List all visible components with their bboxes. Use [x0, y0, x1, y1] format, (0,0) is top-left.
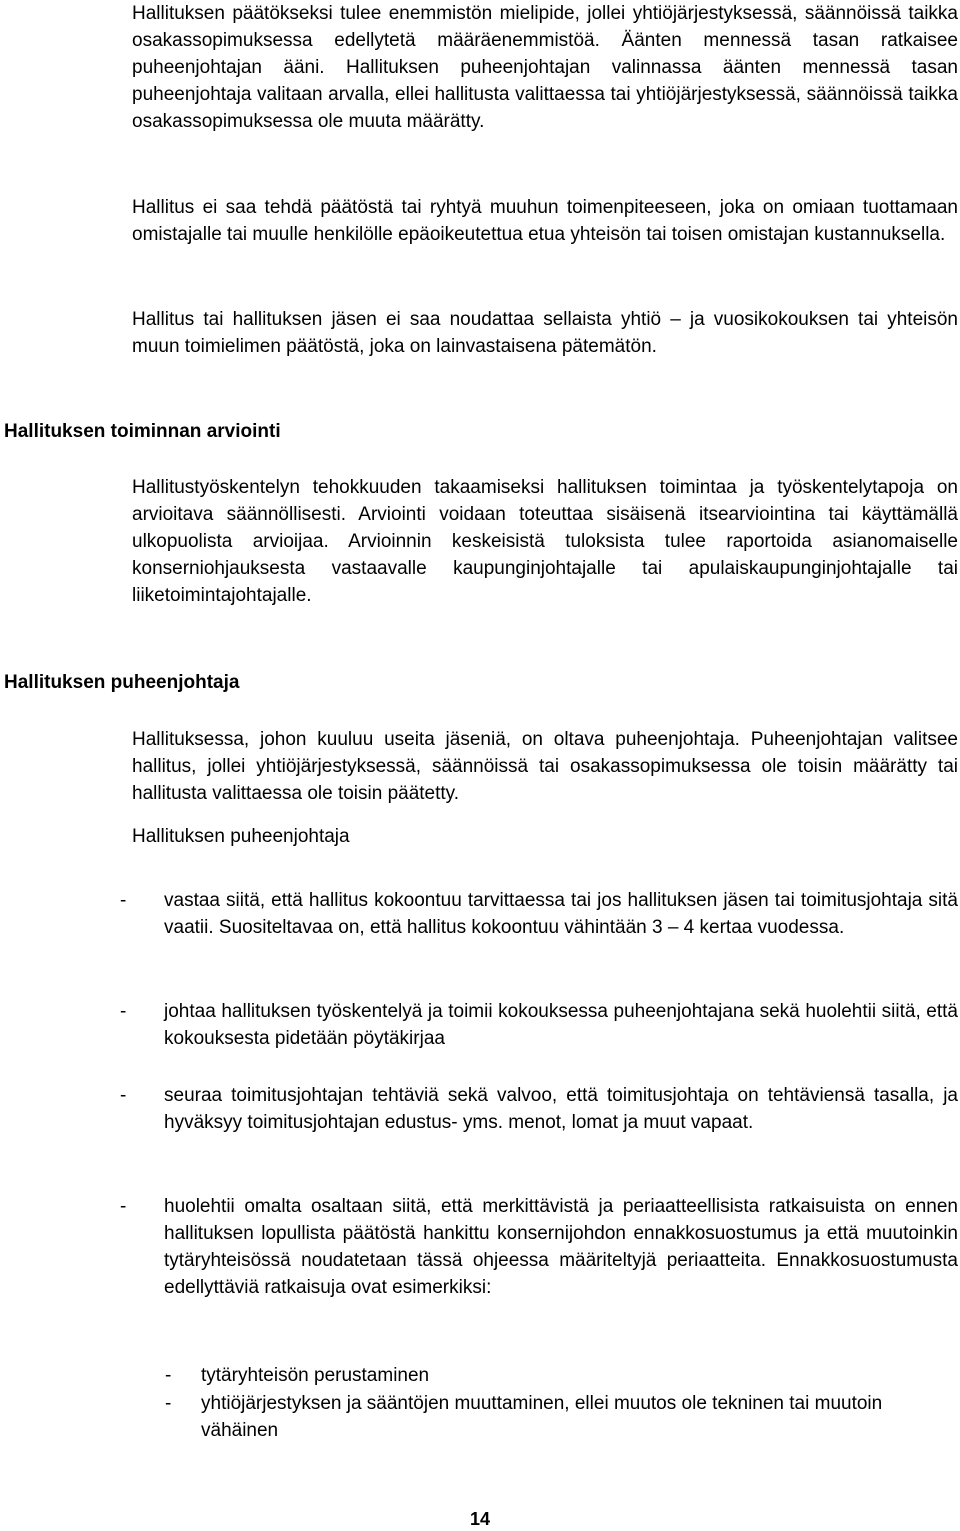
list-dash: - — [120, 1196, 127, 1217]
list-item — [120, 887, 958, 941]
list-item — [120, 998, 958, 1052]
paragraph-board-chair: Hallituksessa, johon kuuluu useita jäseniä, on oltava puheenjohtaja. Puheenjohtajan valitsee hallitus, jollei yhtiöjärjestyksessä, säännöissä tai osakassopimuksessa ole toisin määrätty tai hallitusta valittaessa ole toisin päätetty. — [132, 729, 958, 804]
list-dash: - — [165, 1365, 172, 1386]
list-item — [120, 1193, 958, 1301]
list-dash: - — [120, 890, 127, 911]
list-dash: - — [120, 1001, 127, 1022]
sub-list-item-text: yhtiöjärjestyksen ja sääntöjen muuttaminen, ellei muutos ole tekninen tai muutoin vähäinen — [201, 1393, 883, 1441]
list-item — [120, 1082, 958, 1136]
paragraph-chair-lead: Hallituksen puheenjohtaja — [132, 826, 350, 847]
list-dash: - — [120, 1085, 127, 1106]
paragraph-invalid-decisions: Hallitus tai hallituksen jäsen ei saa noudattaa sellaista yhtiö – ja vuosikokouksen tai yhteisön muun toimielimen päätöstä, joka on lainvastaisena pätemätön. — [132, 309, 958, 357]
sub-list-item — [165, 1362, 958, 1389]
list-item-text: huolehtii omalta osaltaan siitä, että merkittävistä ja periaatteellisista ratkaisuista on ennen hallituksen lopullista päätöstä hankittu konsernijohdon ennakkosuostumus ja että muutoinkin tytäryhteisössä noudatetaan tässä ohjeessa määriteltyjä periaatteita. Ennakkosuostumusta edellyttäviä ratkaisuja ovat esimerkiksi: — [164, 1196, 958, 1298]
sub-list-item — [165, 1390, 958, 1444]
heading-board-evaluation: Hallituksen toiminnan arviointi — [4, 421, 281, 442]
page-number: 14 — [469, 1509, 491, 1529]
list-item-text: seuraa toimitusjohtajan tehtäviä sekä valvoo, että toimitusjohtaja on tehtäviensä tasalla, ja hyväksyy toimitusjohtajan edustus- yms. menot, lomat ja muut vapaat. — [164, 1085, 958, 1133]
sub-list-item-text: tytäryhteisön perustaminen — [201, 1365, 430, 1386]
paragraph-no-undue-benefit: Hallitus ei saa tehdä päätöstä tai ryhtyä muuhun toimenpiteeseen, joka on omiaan tuottamaan omistajalle tai muulle henkilölle epäoikeutettua etua yhteisön tai toisen omistajan kustannuksella. — [132, 197, 958, 245]
list-item-text: vastaa siitä, että hallitus kokoontuu tarvittaessa tai jos hallituksen jäsen tai toimitusjohtaja sitä vaatii. Suositeltavaa on, että hallitus kokoontuu vähintään 3 – 4 kertaa vuodessa. — [164, 890, 958, 938]
heading-board-chair: Hallituksen puheenjohtaja — [4, 672, 240, 693]
paragraph-board-evaluation: Hallitustyöskentelyn tehokkuuden takaamiseksi hallituksen toimintaa ja työskentelytapoja on arvioitava säännöllisesti. Arviointi voidaan toteuttaa sisäisenä itsearviointina tai käyttämällä ulkopuolista arvioijaa. Arvioinnin keskeisistä tuloksista tulee raportoida asianomaiselle konserniohjauksesta vastaavalle kaupunginjohtajalle tai apulaiskaupunginjohtajalle tai liiketoimintajohtajalle. — [132, 477, 958, 606]
list-dash: - — [165, 1393, 172, 1414]
list-item-text: johtaa hallituksen työskentelyä ja toimii kokouksessa puheenjohtajana sekä huolehtii siitä, että kokouksesta pidetään pöytäkirjaa — [164, 1001, 958, 1049]
paragraph-decision-majority: Hallituksen päätökseksi tulee enemmistön mielipide, jollei yhtiöjärjestyksessä, säännöissä taikka osakassopimuksessa edellytetä määräenemmistöä. Äänten mennessä tasan ratkaisee puheenjohtajan ääni. Hallituksen puheenjohtajan valinnassa äänten mennessä tasan puheenjohtaja valitaan arvalla, ellei hallitusta valittaessa tai yhtiöjärjestyksessä, säännöissä taikka osakassopimuksessa ole muuta määrätty. — [132, 3, 958, 132]
